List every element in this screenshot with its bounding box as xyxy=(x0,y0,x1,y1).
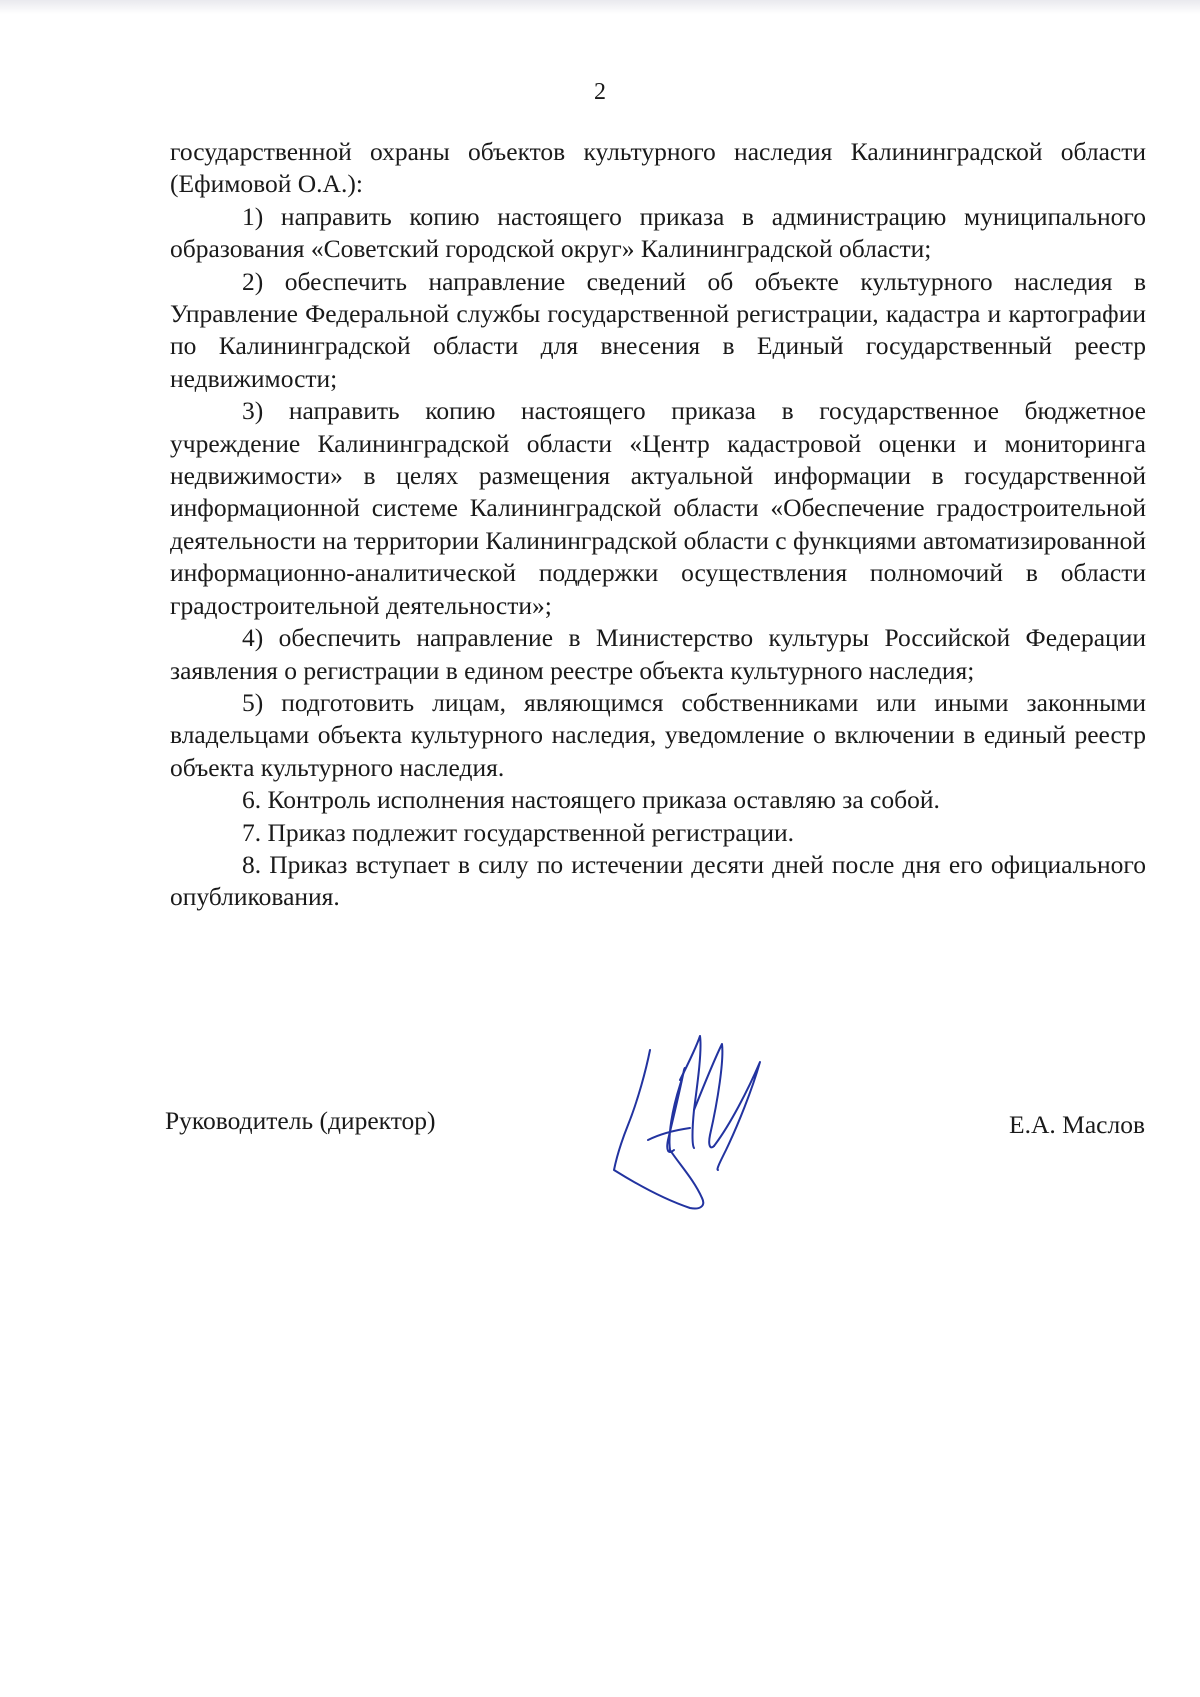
scan-edge xyxy=(0,0,1200,14)
paragraph-item-2: 2) обеспечить направление сведений об объекте культурного наследия в Управление Федеральной службы государственной регистрации, кадастра и картографии по Калининградской области для внесения в Единый государственный реестр недвижимости; xyxy=(170,266,1146,393)
paragraph-point-6: 6. Контроль исполнения настоящего приказа оставляю за собой. xyxy=(242,785,940,815)
signer-name: Е.А. Маслов xyxy=(1009,1110,1145,1139)
handwritten-signature xyxy=(610,1030,830,1220)
paragraph-item-4: 4) обеспечить направление в Министерство культуры Российской Федерации заявления о регистрации в едином реестре объекта культурного наследия; xyxy=(170,623,1146,685)
paragraph-point-7: 7. Приказ подлежит государственной регистрации. xyxy=(242,817,794,847)
signer-position: Руководитель (директор) xyxy=(165,1106,436,1135)
page-number: 2 xyxy=(594,79,606,105)
paragraph-item-5: 5) подготовить лицам, являющимся собственниками или иными законными владельцами объекта культурного наследия, уведомление о включении в единый реестр объекта культурного наследия. xyxy=(170,687,1146,782)
paragraph-point-8: 8. Приказ вступает в силу по истечении десяти дней после дня его официального опубликования. xyxy=(170,849,1146,912)
paragraph-item-3: 3) направить копию настоящего приказа в государственное бюджетное учреждение Калининградской области «Центр кадастровой оценки и мониторинга недвижимости» в целях размещения актуальной информации в государственной информационной системе Калининградской области «Обеспечение градостроительной деятельности на территории Калининградской области с функциями автоматизированной информационно-аналитической поддержки осуществления полномочий в области градостроительной деятельности»; xyxy=(170,396,1146,620)
paragraph-item-1: 1) направить копию настоящего приказа в администрацию муниципального образования «Советский городской округ» Калининградской области; xyxy=(170,201,1146,264)
paragraph-intro: государственной охраны объектов культурного наследия Калининградской области (Ефимовой О.А.): xyxy=(170,137,1146,199)
document-body xyxy=(170,136,1146,914)
